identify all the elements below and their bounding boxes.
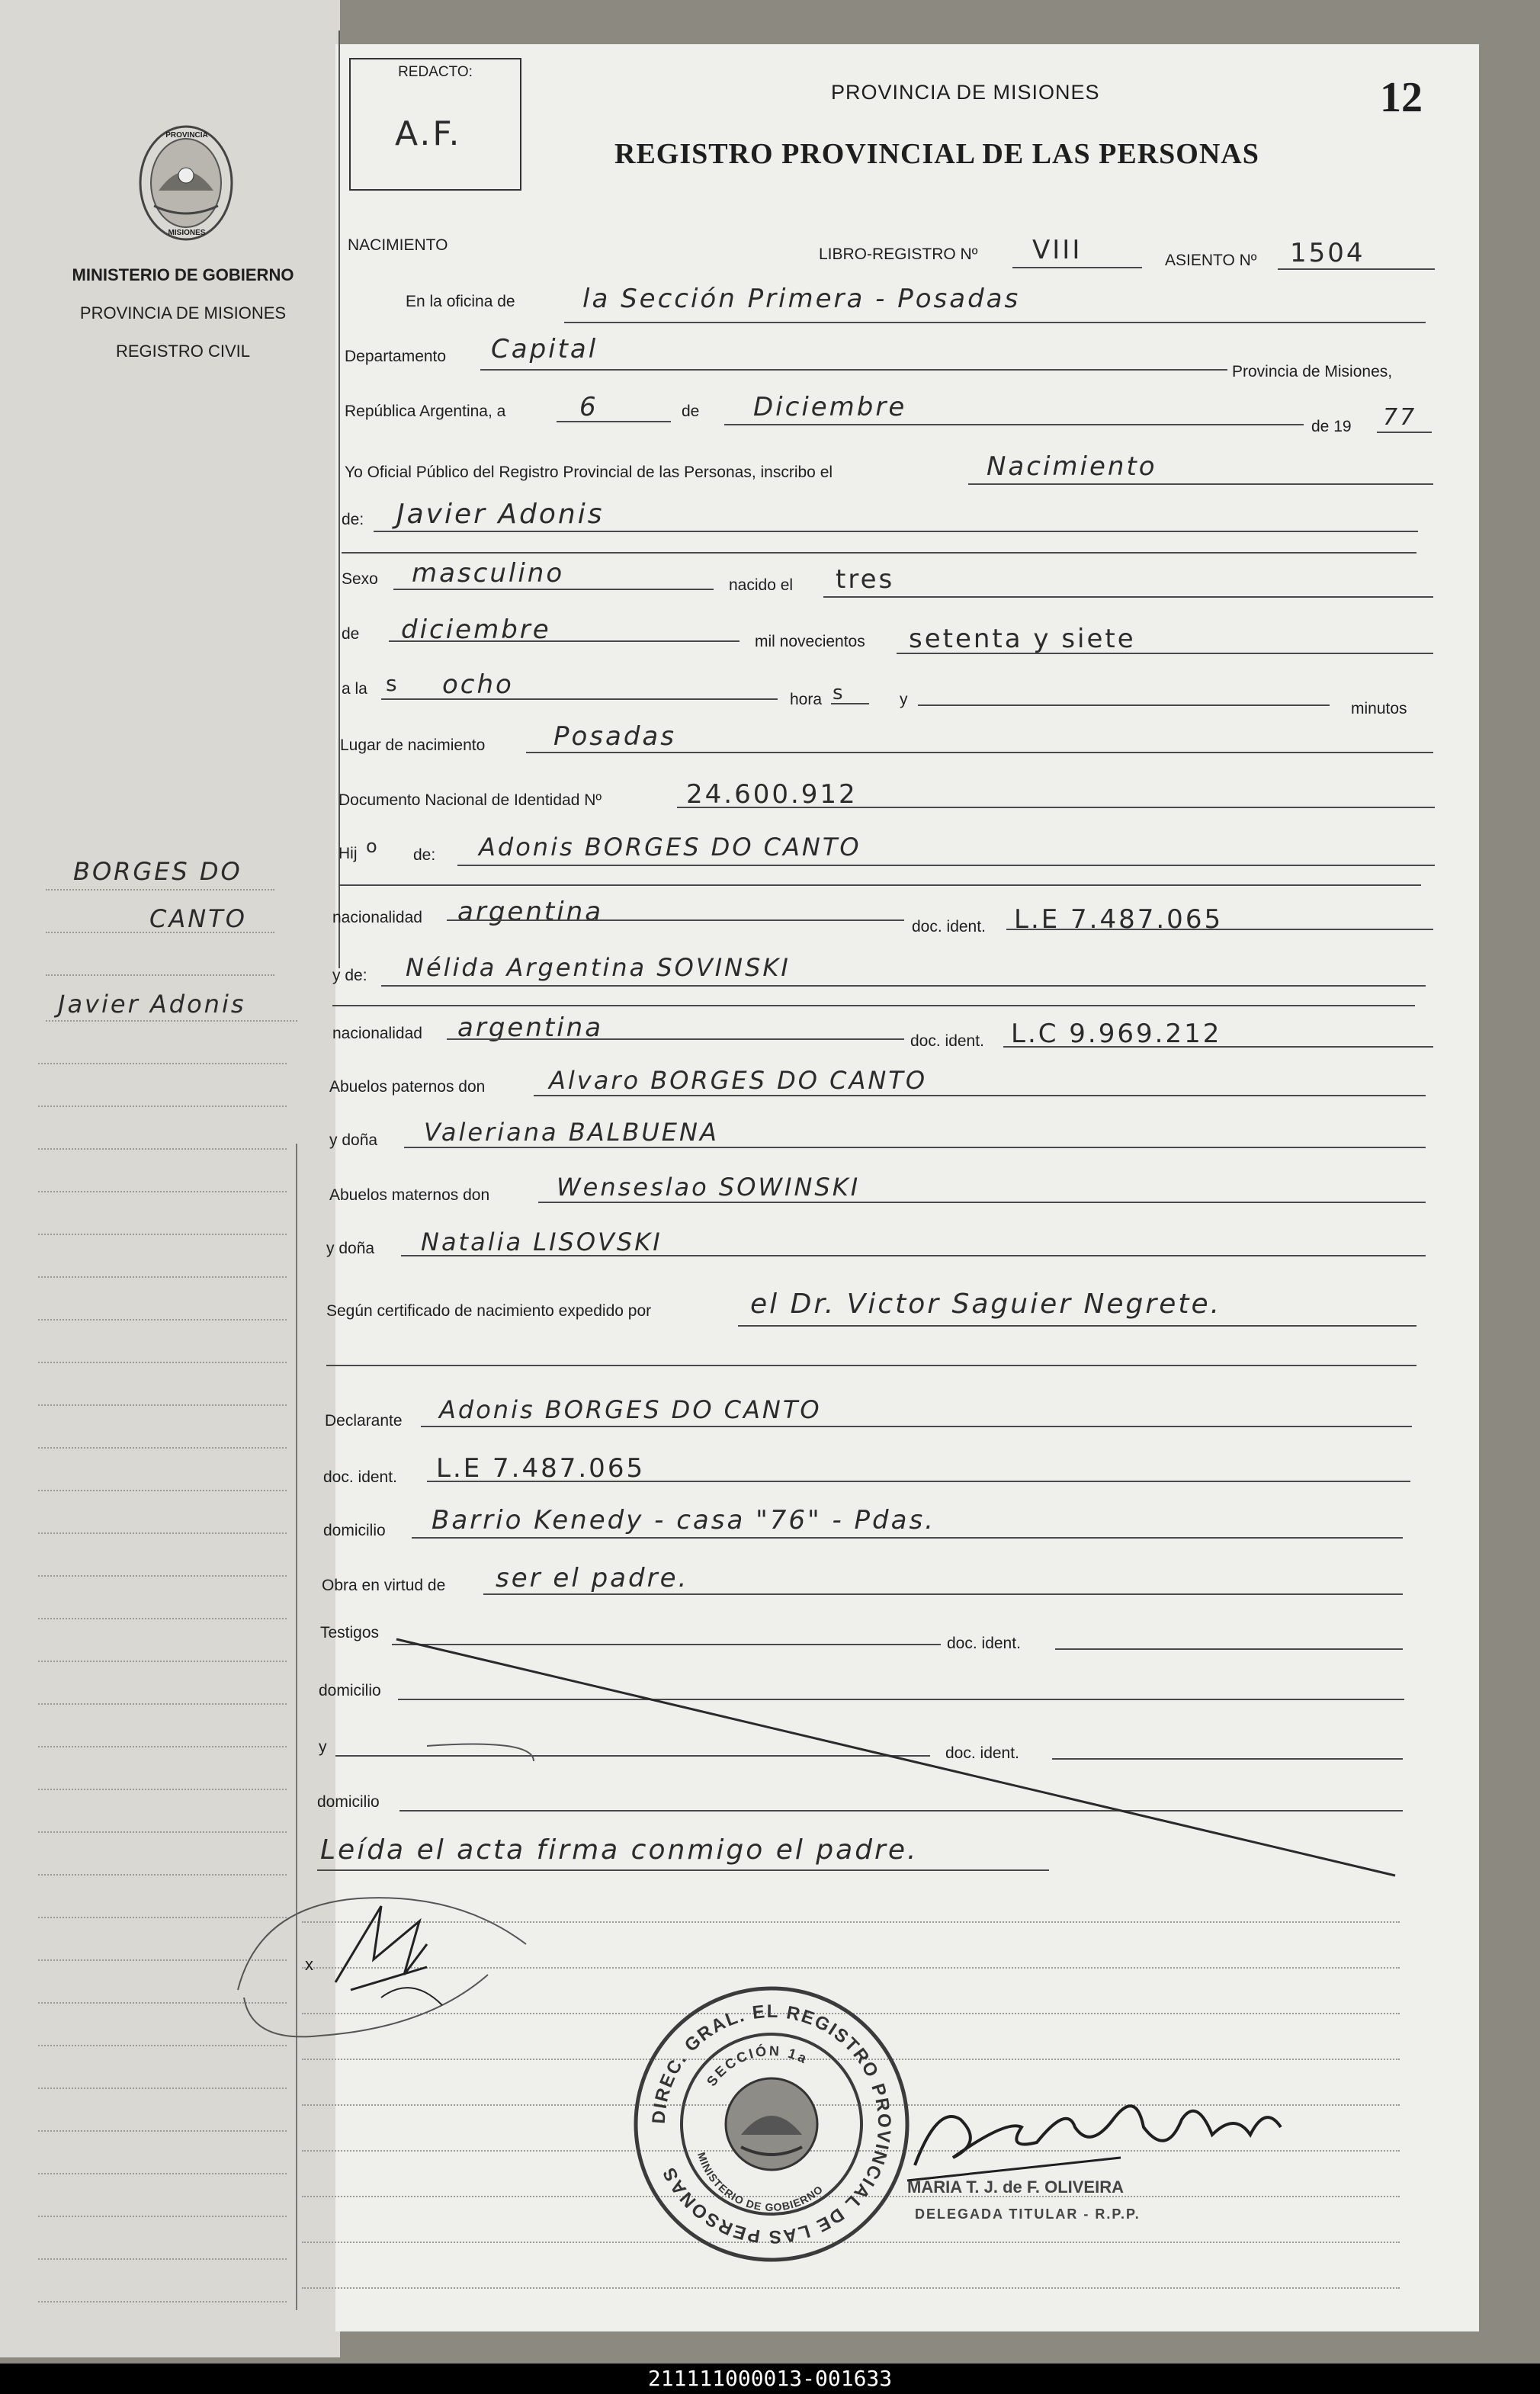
domicilio-value: Barrio Kenedy - casa "76" - Pdas. [432,1505,935,1536]
mes-nac-value: diciembre [401,615,551,645]
hora-value: ocho [442,669,514,700]
libro-label: LIBRO-REGISTRO Nº [819,245,978,263]
page-number: 12 [1380,74,1423,121]
margin-surname-line1: BORGES DO [73,857,242,886]
doc-padre-label: doc. ident. [912,918,986,935]
nacido-label: nacido el [729,576,794,594]
domicilio-label: domicilio [323,1522,386,1539]
doc-padre-value: L.E 7.487.065 [1014,904,1224,935]
ministry-registry: REGISTRO CIVIL [115,342,251,361]
obra-label: Obra en virtud de [322,1577,446,1594]
abuelos-pat-label: Abuelos paternos don [329,1078,486,1096]
asiento-label: ASIENTO Nº [1165,252,1257,269]
declarante-label: Declarante [325,1412,403,1430]
hijo-label: Hij [338,845,358,862]
ministry-title: MINISTERIO DE GOBIERNO [72,265,294,284]
dni-value: 24.600.912 [686,779,858,810]
abuelos-mat-label: Abuelos maternos don [329,1186,490,1204]
de-label-name: de: [342,511,364,528]
nac-madre-value: argentina [457,1012,604,1043]
yo-oficial-label: Yo Oficial Público del Registro Provincial de las Personas, inscribo el [345,464,833,481]
doc-test2-label: doc. ident. [945,1744,1019,1762]
sexo-value: masculino [412,558,565,589]
seal-inner-text: SECCIÓN 1a [703,2043,811,2090]
madre-value: Nélida Argentina SOVINSKI [406,953,791,982]
abuelo-mat-value: Wenseslao SOWINSKI [557,1173,861,1202]
horas-suffix: s [833,682,845,704]
y-label: y [900,691,908,708]
abuelo-pat-value: Alvaro BORGES DO CANTO [549,1066,928,1095]
nac-padre-label: nacionalidad [332,909,422,926]
domicilio-test2-label: domicilio [317,1793,380,1811]
doc-madre-label: doc. ident. [910,1032,984,1050]
abuela-pat-value: Valeriana BALBUENA [424,1118,719,1147]
registry-header: REGISTRO PROVINCIAL DE LAS PERSONAS [614,138,1259,170]
doc-decl-value: L.E 7.487.065 [436,1453,646,1484]
domicilio-test-label: domicilio [319,1682,381,1699]
seal-outer-text: DIREC. GRAL. EL REGISTRO PROVINCIAL DE LAS PERSONAS [648,2001,895,2248]
margin-given-names: Javier Adonis [58,990,246,1019]
declarante-value: Adonis BORGES DO CANTO [439,1395,822,1424]
oficina-label: En la oficina de [406,293,515,310]
doc-test-label: doc. ident. [947,1635,1021,1652]
archive-id-bar: 211111000013-001633 [0,2364,1540,2394]
redacto-value: A.F. [395,114,462,153]
republica-label: República Argentina, a [345,403,506,420]
nac-madre-label: nacionalidad [332,1025,422,1042]
y-dona-mat-label: y doña [326,1240,375,1257]
margin-surname-line2: CANTO [149,904,247,933]
official-title: DELEGADA TITULAR - R.P.P. [915,2206,1141,2222]
y-de-label: y de: [332,967,367,984]
province-header: PROVINCIA DE MISIONES [831,81,1100,104]
mes-value: Diciembre [753,392,907,422]
oficina-value: la Sección Primera - Posadas [582,284,1021,314]
signature-scribble-icon [229,1876,564,2066]
seal-bottom-text: MINISTERIO DE GOBIERNO [695,2150,826,2214]
y-dona-pat-label: y doña [329,1131,378,1149]
anio-nac-value: setenta y siete [909,624,1136,654]
official-name: MARIA T. J. de F. OLIVEIRA [907,2177,1124,2197]
seal-text-bottom: MISIONES [168,229,206,237]
leida-line [317,1869,1049,1871]
libro-value: VIII [1032,235,1083,265]
certificado-label: Según certificado de nacimiento expedido por [326,1302,652,1320]
x-mark: x [305,1955,313,1974]
a-las-suffix: s [386,671,399,696]
hijo-suffix: o [366,836,380,857]
de-label: de [682,403,700,420]
doc-decl-label: doc. ident. [323,1468,397,1486]
asiento-value: 1504 [1290,238,1365,268]
seal-text-top: PROVINCIA [165,131,208,140]
official-signature-icon [892,2074,1304,2188]
hijo-de-label: de: [413,846,436,864]
sexo-label: Sexo [342,570,378,588]
a-las-label: a la [342,680,367,698]
horas-label: hora [790,691,823,708]
abuela-mat-value: Natalia LISOVSKI [421,1227,663,1256]
dni-label: Documento Nacional de Identidad Nº [338,791,602,809]
official-seal-icon [630,1982,913,2266]
redacto-label: REDACTO: [398,64,473,80]
testigos-label: Testigos [320,1624,380,1641]
provincia-label: Provincia de Misiones, [1232,363,1393,380]
ministry-province: PROVINCIA DE MISIONES [79,303,287,323]
record-type: NACIMIENTO [348,236,448,254]
lugar-label: Lugar de nacimiento [340,736,486,754]
lugar-value: Posadas [553,721,676,752]
de-label-year: de [342,625,360,643]
departamento-value: Capital [491,334,598,364]
departamento-label: Departamento [345,348,447,365]
nacido-value: tres [836,564,895,595]
page-rule [302,2287,1400,2289]
certificado-value: el Dr. Victor Saguier Negrete. [750,1288,1222,1320]
inscribo-value: Nacimiento [987,451,1157,482]
nombre-value: Javier Adonis [396,499,605,530]
padre-value: Adonis BORGES DO CANTO [479,833,861,862]
minutos-label: minutos [1351,700,1407,717]
dia-value: 6 [579,392,598,422]
nac-padre-value: argentina [457,897,604,927]
doc-madre-value: L.C 9.969.212 [1011,1019,1222,1049]
de-anio-label: de 19 [1311,418,1352,435]
anio-value: 77 [1383,404,1417,431]
leida-value: Leída el acta firma conmigo el padre. [320,1834,919,1866]
obra-value: ser el padre. [496,1563,689,1593]
mil-label: mil novecientos [755,633,865,650]
y-test-label: y [319,1738,327,1756]
